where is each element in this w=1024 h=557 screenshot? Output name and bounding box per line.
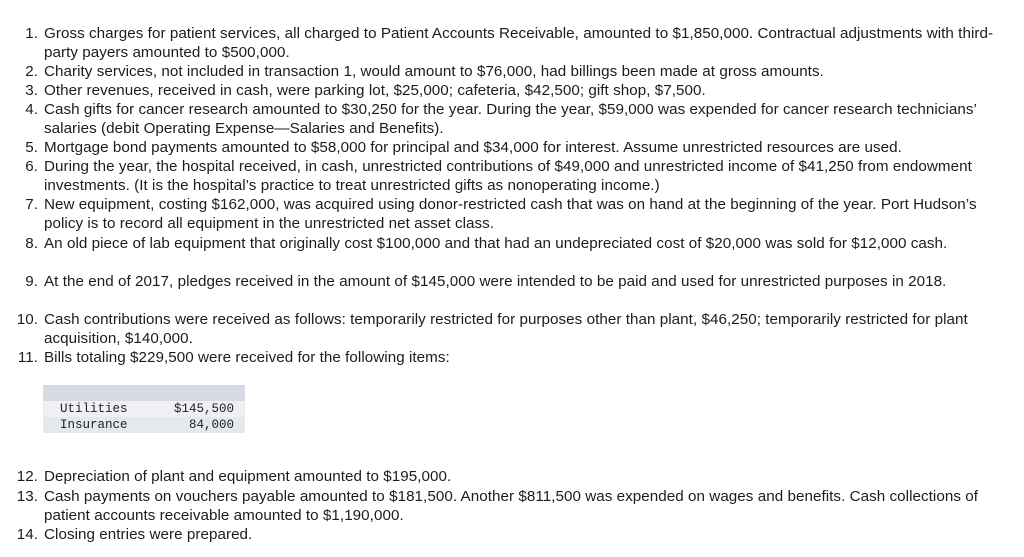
item-text: At the end of 2017, pledges received in the amount of $145,000 were intended to be paid and used for unrestricted purposes in 2018. [44, 273, 947, 290]
item-number: 8. [25, 235, 38, 252]
item-number: 5. [25, 139, 38, 156]
item-text: Closing entries were prepared. [44, 526, 253, 543]
item-text: Charity services, not included in transaction 1, would amount to $76,000, had billings been made at gross amounts. [44, 63, 824, 80]
item-text: Gross charges for patient services, all charged to Patient Accounts Receivable, amounted to $1,850,000. Contractual adjustments with third-party payers amounted to $500,000. [44, 25, 994, 61]
item-text: Other revenues, received in cash, were parking lot, $25,000; cafeteria, $42,500; gift shop, $7,500. [44, 82, 706, 99]
item-text: Mortgage bond payments amounted to $58,000 for principal and $34,000 for interest. Assume unrestricted resources are used. [44, 139, 902, 156]
table-cell-label: Utilities [60, 402, 128, 416]
item-number: 1. [25, 25, 38, 42]
item-number: 2. [25, 63, 38, 80]
item-number: 9. [25, 273, 38, 290]
item-text: An old piece of lab equipment that originally cost $100,000 and that had an undepreciated cost of $20,000 was sold for $12,000 cash. [44, 235, 948, 252]
table-cell-label: Insurance [60, 418, 128, 432]
item-number: 13. [16, 488, 38, 505]
table-row [43, 401, 245, 417]
item-number: 3. [25, 82, 38, 99]
table-header [43, 385, 245, 401]
item-text: New equipment, costing $162,000, was acquired using donor-restricted cash that was on hand at the beginning of the year. Port Hudson’s policy is to record all equipment in the unrestricted net asset class. [44, 196, 977, 232]
item-number: 12. [16, 468, 38, 485]
item-number: 7. [25, 196, 38, 213]
item-text: Cash payments on vouchers payable amounted to $181,500. Another $811,500 was expended on wages and benefits. Cash collections of patient accounts receivable amounted to $1,190,000. [44, 488, 979, 524]
item-text: During the year, the hospital received, in cash, unrestricted contributions of $49,000 and unrestricted income of $41,250 from endowment investments. (It is the hospital’s practice to treat unrestricted gifts as nonoperating income.) [44, 158, 972, 194]
item-text: Bills totaling $229,500 were received for the following items: [44, 349, 450, 366]
bills-table [43, 385, 245, 433]
item-text: Cash gifts for cancer research amounted to $30,250 for the year. During the year, $59,000 was expended for cancer research technicians’ salaries (debit Operating Expense—Salaries and Benefits). [44, 101, 977, 137]
item-number: 14. [16, 526, 38, 543]
item-number: 11. [17, 349, 38, 366]
item-number: 10. [16, 311, 38, 328]
item-text: Cash contributions were received as follows: temporarily restricted for purposes other than plant, $46,250; temporarily restricted for plant acquisition, $140,000. [44, 311, 968, 347]
item-number: 6. [25, 158, 38, 175]
table-cell-amount: $145,500 [173, 402, 234, 416]
item-text: Depreciation of plant and equipment amounted to $195,000. [44, 468, 452, 485]
table-cell-amount: 84,000 [188, 418, 234, 432]
item-number: 4. [25, 101, 38, 118]
table-row [43, 417, 245, 433]
